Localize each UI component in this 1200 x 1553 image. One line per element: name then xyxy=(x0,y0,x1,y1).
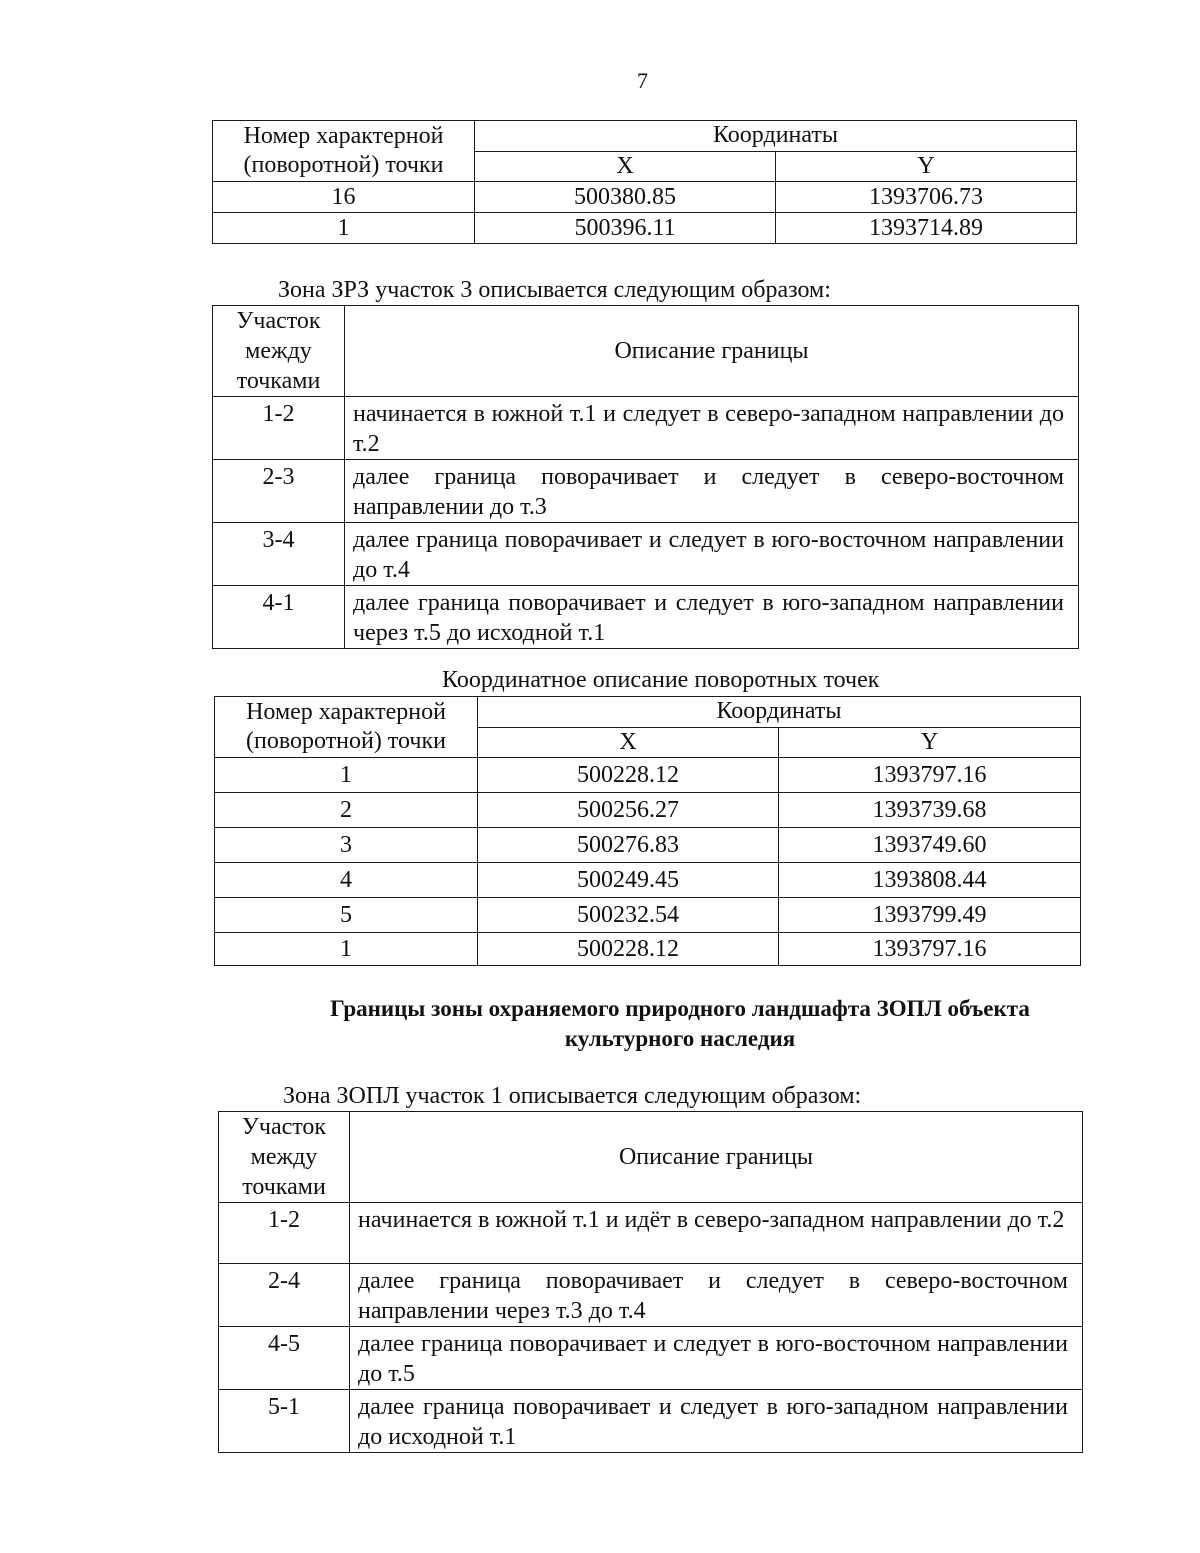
zopl1-boundary-table xyxy=(218,1111,1083,1453)
coord-x: 500232.54 xyxy=(478,898,779,933)
section-heading-line2: культурного наследия xyxy=(564,1026,796,1051)
coord-y: 1393799.49 xyxy=(779,898,1081,933)
point-number: 1 xyxy=(213,213,475,244)
header-description: Описание границы xyxy=(350,1112,1083,1203)
boundary-description: далее граница поворачивает и следует в юго-восточном направлении до т.5 xyxy=(350,1327,1083,1390)
point-number: 4 xyxy=(215,863,478,898)
coord-y: 1393808.44 xyxy=(779,863,1081,898)
coords3-caption: Координатное описание поворотных точек xyxy=(442,667,880,693)
table-row xyxy=(219,1327,1083,1390)
coord-y: 1393739.68 xyxy=(779,793,1081,828)
table-row xyxy=(215,758,1081,793)
segment: 2-4 xyxy=(219,1264,350,1327)
table-row xyxy=(219,1390,1083,1453)
segment: 1-2 xyxy=(213,397,345,460)
coord-x: 500228.12 xyxy=(478,933,779,966)
coordinates-table xyxy=(214,696,1081,966)
header-x: X xyxy=(475,152,776,182)
coord-x: 500249.45 xyxy=(478,863,779,898)
header-y: Y xyxy=(779,728,1081,758)
coord-y: 1393797.16 xyxy=(779,933,1081,966)
table-row xyxy=(213,182,1077,213)
header-coordinates: Координаты xyxy=(475,121,1077,152)
header-segment: Участок между точками xyxy=(219,1112,350,1203)
table-row xyxy=(215,933,1081,966)
table-row xyxy=(219,1203,1083,1264)
coord-x: 500380.85 xyxy=(475,182,776,213)
table-row xyxy=(213,397,1079,460)
header-y: Y xyxy=(776,152,1077,182)
coord-y: 1393706.73 xyxy=(776,182,1077,213)
table-row xyxy=(215,863,1081,898)
header-x: X xyxy=(478,728,779,758)
boundary-description: далее граница поворачивает и следует в северо-восточном направлении до т.3 xyxy=(345,460,1079,523)
section-heading xyxy=(240,994,1120,1054)
table-row xyxy=(215,828,1081,863)
boundary-description: далее граница поворачивает и следует в северо-восточном направлении через т.3 до т.4 xyxy=(350,1264,1083,1327)
coord-x: 500276.83 xyxy=(478,828,779,863)
coordinates-table-continued xyxy=(212,120,1077,244)
header-coordinates: Координаты xyxy=(478,697,1081,728)
point-number: 5 xyxy=(215,898,478,933)
table-row xyxy=(215,898,1081,933)
coord-x: 500396.11 xyxy=(475,213,776,244)
point-number: 2 xyxy=(215,793,478,828)
coord-x: 500256.27 xyxy=(478,793,779,828)
coord-y: 1393749.60 xyxy=(779,828,1081,863)
boundary-description: начинается в южной т.1 и следует в северо-западном направлении до т.2 xyxy=(345,397,1079,460)
point-number: 16 xyxy=(213,182,475,213)
header-point-number: Номер характерной (поворотной) точки xyxy=(215,697,478,758)
point-number: 1 xyxy=(215,933,478,966)
zrz3-caption: Зона ЗРЗ участок 3 описывается следующим образом: xyxy=(278,277,831,303)
table-row xyxy=(213,523,1079,586)
segment: 3-4 xyxy=(213,523,345,586)
table-row xyxy=(215,793,1081,828)
segment: 5-1 xyxy=(219,1390,350,1453)
header-description: Описание границы xyxy=(345,306,1079,397)
table-row xyxy=(219,1264,1083,1327)
table-row xyxy=(213,213,1077,244)
boundary-description: начинается в южной т.1 и идёт в северо-западном направлении до т.2 xyxy=(350,1203,1083,1264)
zopl1-caption: Зона ЗОПЛ участок 1 описывается следующим образом: xyxy=(283,1083,862,1109)
boundary-description: далее граница поворачивает и следует в юго-западном направлении через т.5 до исходной т.1 xyxy=(345,586,1079,649)
header-segment: Участок между точками xyxy=(213,306,345,397)
section-heading-line1: Границы зоны охраняемого природного ландшафта ЗОПЛ объекта xyxy=(330,996,1030,1021)
coord-y: 1393797.16 xyxy=(779,758,1081,793)
segment: 4-5 xyxy=(219,1327,350,1390)
point-number: 3 xyxy=(215,828,478,863)
coord-y: 1393714.89 xyxy=(776,213,1077,244)
zrz3-boundary-table xyxy=(212,305,1079,649)
segment: 1-2 xyxy=(219,1203,350,1264)
boundary-description: далее граница поворачивает и следует в юго-восточном направлении до т.4 xyxy=(345,523,1079,586)
table-row xyxy=(213,460,1079,523)
page-number: 7 xyxy=(637,68,648,93)
segment: 4-1 xyxy=(213,586,345,649)
boundary-description: далее граница поворачивает и следует в юго-западном направлении до исходной т.1 xyxy=(350,1390,1083,1453)
segment: 2-3 xyxy=(213,460,345,523)
header-point-number: Номер характерной (поворотной) точки xyxy=(213,121,475,182)
point-number: 1 xyxy=(215,758,478,793)
table-row xyxy=(213,586,1079,649)
coord-x: 500228.12 xyxy=(478,758,779,793)
